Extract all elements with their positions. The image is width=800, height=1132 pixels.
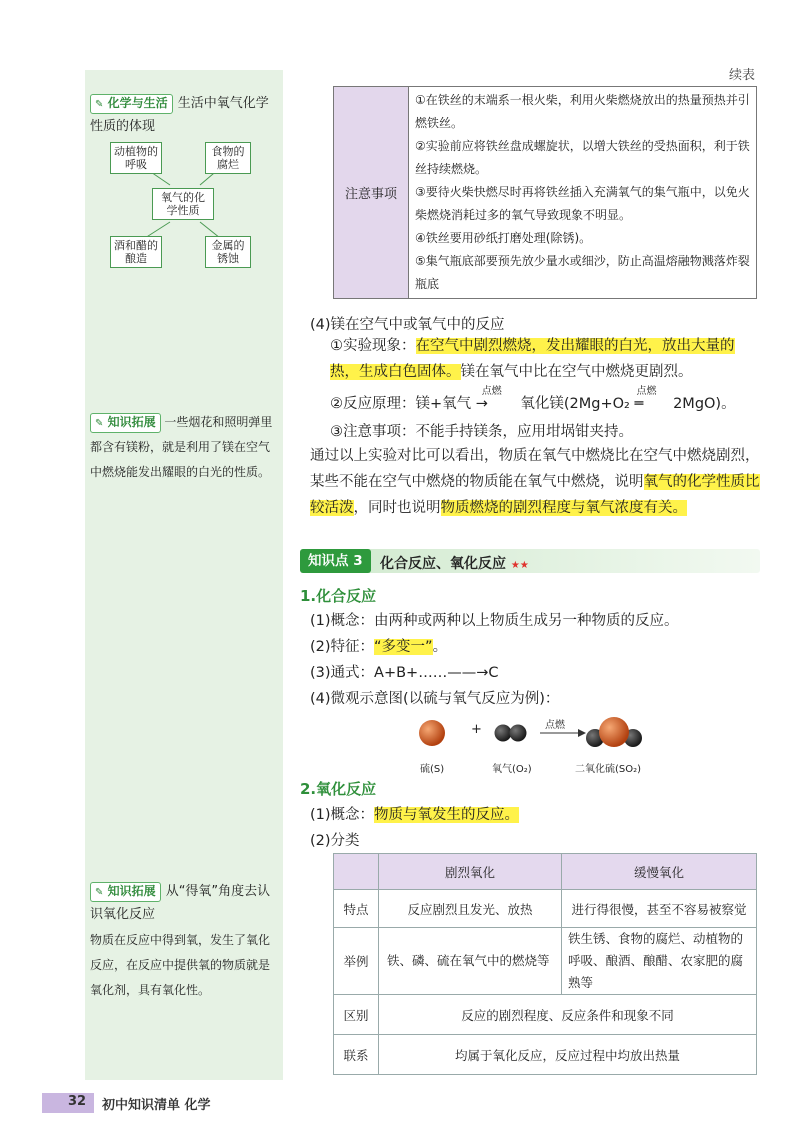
equation-sign: 点燃 ═ — [634, 396, 668, 412]
ext1-box — [90, 410, 278, 485]
star-icon: ★★ — [510, 560, 529, 571]
page-number: 32 — [68, 1094, 87, 1109]
classify-label: (2)分类 — [310, 833, 360, 849]
ext2-title: 从“得氧”角度去认识氧化反应 — [90, 884, 271, 922]
ext1-tag — [90, 413, 161, 433]
reaction-arrow: 点燃 → — [476, 396, 516, 412]
oxidation-concept — [310, 803, 519, 824]
diagram-condition: 点燃 — [545, 720, 565, 731]
phen-highlight: 在空气中剧烈燃烧，发出耀眼的白光，放出大量的热，生成白色固体。 — [330, 338, 735, 380]
kp3-title — [380, 553, 529, 573]
ext2-text: 物质在反应中得到氧，发生了氧化反应，在反应中提供氧的物质就是氧化剂，具有氧化性。 — [90, 933, 271, 997]
sulfur-atom — [599, 717, 629, 747]
row-label: 特点 — [334, 890, 379, 928]
conclusion-b: ，同时也说明 — [353, 500, 441, 516]
feature-highlight: “多变一” — [374, 639, 433, 655]
mg-note: ③注意事项：不能手持镁条，应用坩埚钳夹持。 — [330, 424, 633, 440]
combination-feature — [310, 635, 447, 656]
note-item: ①在铁丝的末端系一根火柴，利用火柴燃烧放出的热量预热并引燃铁丝。 — [415, 93, 750, 130]
principle-product: 氧化镁(2Mg+O₂ — [520, 396, 630, 412]
note-item: ④铁丝要用砂纸打磨处理(除锈)。 — [415, 231, 592, 245]
plus-sign: + — [471, 722, 482, 737]
note-item: ③要待火柴快燃尽时再将铁丝插入充满氧气的集气瓶中，以免火柴燃烧消耗过多的氧气导致现象不明显。 — [415, 185, 750, 222]
arrow-condition: 点燃 — [481, 386, 502, 397]
book-title: 初中知识清单 化学 — [102, 1098, 211, 1113]
ext2-tag-label: 知识拓展 — [107, 884, 156, 898]
notes-table — [333, 86, 757, 299]
ext1-tag-label: 知识拓展 — [107, 415, 156, 429]
ox-concept-label: (1)概念： — [310, 807, 375, 823]
cell-vigorous: 铁、磷、硫在氧气中的燃烧等 — [379, 928, 562, 995]
corner-cell — [334, 854, 379, 890]
tag-icon: ✎ — [95, 99, 104, 110]
feature-label: (2)特征： — [310, 639, 375, 655]
principle-label: ②反应原理：镁+氧气 — [330, 396, 472, 412]
row-label: 举例 — [334, 928, 379, 995]
mg-heading: (4)镁在空气中或氧气中的反应 — [310, 317, 505, 333]
principle-end: 2MgO)。 — [673, 396, 736, 412]
header-slow: 缓慢氧化 — [562, 854, 757, 890]
life-box — [90, 92, 280, 138]
life-title: 生活中氧气化学性质的体现 — [90, 96, 269, 134]
tag-icon: ✎ — [95, 418, 104, 429]
ext2-box — [90, 880, 278, 1003]
tag-icon: ✎ — [95, 887, 104, 898]
eq-condition: 点燃 — [636, 386, 657, 397]
life-tag — [90, 94, 173, 114]
notes-label: 注意事项 — [334, 87, 409, 299]
combination-concept: (1)概念：由两种或两种以上物质生成另一种物质的反应。 — [310, 613, 679, 629]
oxygen-atom — [510, 725, 527, 742]
sec1-heading: 1.化合反应 — [300, 587, 377, 605]
arrow-head — [578, 729, 586, 737]
conclusion-a: 通过以上实验对比可以看出，物质在氧气中燃烧比在空气中燃烧剧烈，某些不能在空气中燃烧的物质能在氧气中燃烧，说明 — [310, 448, 760, 490]
conclusion-hl1: 氧气的化学性质比较活泼 — [310, 474, 760, 516]
kp3-title-text: 化合反应、氧化反应 — [380, 556, 506, 572]
cell-slow: 铁生锈、食物的腐烂、动植物的呼吸、酿酒、酿醋、农家肥的腐熟等 — [562, 928, 757, 995]
node-brewing: 酒和醋的酿造 — [110, 236, 162, 268]
row-label: 区别 — [334, 995, 379, 1035]
sec2-heading: 2.氧化反应 — [300, 780, 377, 798]
mg-phenomenon — [330, 333, 760, 385]
label-so2: 二氧化硫(SO₂) — [575, 764, 642, 775]
ox-concept-highlight: 物质与氧发生的反应。 — [374, 807, 520, 823]
note-item: ②实验前应将铁丝盘成螺旋状，以增大铁丝的受热面积，利于铁丝持续燃烧。 — [415, 139, 750, 176]
feature-end: 。 — [432, 639, 448, 655]
notes-content — [409, 87, 757, 299]
node-breathing: 动植物的呼吸 — [110, 142, 162, 174]
mg-principle — [330, 386, 736, 413]
cell-difference: 反应的剧烈程度、反应条件和现象不同 — [379, 995, 757, 1035]
node-rust: 金属的锈蚀 — [205, 236, 251, 268]
phen-rest: 镁在氧气中比在空气中燃烧更剧烈。 — [460, 364, 693, 380]
molecule-diagram — [400, 708, 680, 758]
conclusion-hl2: 物质燃烧的剧烈程度与氧气浓度有关。 — [440, 500, 687, 516]
continued-label: 续表 — [728, 68, 755, 83]
label-oxygen: 氧气(O₂) — [492, 764, 532, 775]
note-item: ⑤集气瓶底部要预先放少量水或细沙，防止高温熔融物溅落炸裂瓶底 — [415, 254, 750, 291]
row-label: 联系 — [334, 1035, 379, 1075]
node-center: 氧气的化学性质 — [152, 188, 214, 220]
combination-formula: (3)通式：A+B+……——→C — [310, 665, 499, 681]
kp3-badge: 知识点 3 — [300, 549, 371, 573]
life-tag-label: 化学与生活 — [107, 96, 168, 110]
cell-vigorous: 反应剧烈且发光、放热 — [379, 890, 562, 928]
header-vigorous: 剧烈氧化 — [379, 854, 562, 890]
phen-label: ①实验现象： — [330, 338, 416, 354]
oxidation-compare-table — [333, 853, 757, 1075]
ext1-text: 一些烟花和照明弹里都含有镁粉，就是利用了镁在空气中燃烧能发出耀眼的白光的性质。 — [90, 415, 273, 479]
ext2-tag — [90, 882, 161, 902]
cell-link: 均属于氧化反应，反应过程中均放出热量 — [379, 1035, 757, 1075]
node-food-rot: 食物的腐烂 — [205, 142, 251, 174]
micro-diagram-caption: (4)微观示意图(以硫与氧气反应为例)： — [310, 691, 560, 707]
sulfur-atom — [419, 720, 445, 746]
oxygen-atom — [495, 725, 512, 742]
cell-slow: 进行得很慢，甚至不容易被察觉 — [562, 890, 757, 928]
mg-conclusion — [310, 443, 760, 521]
label-sulfur: 硫(S) — [420, 764, 445, 775]
